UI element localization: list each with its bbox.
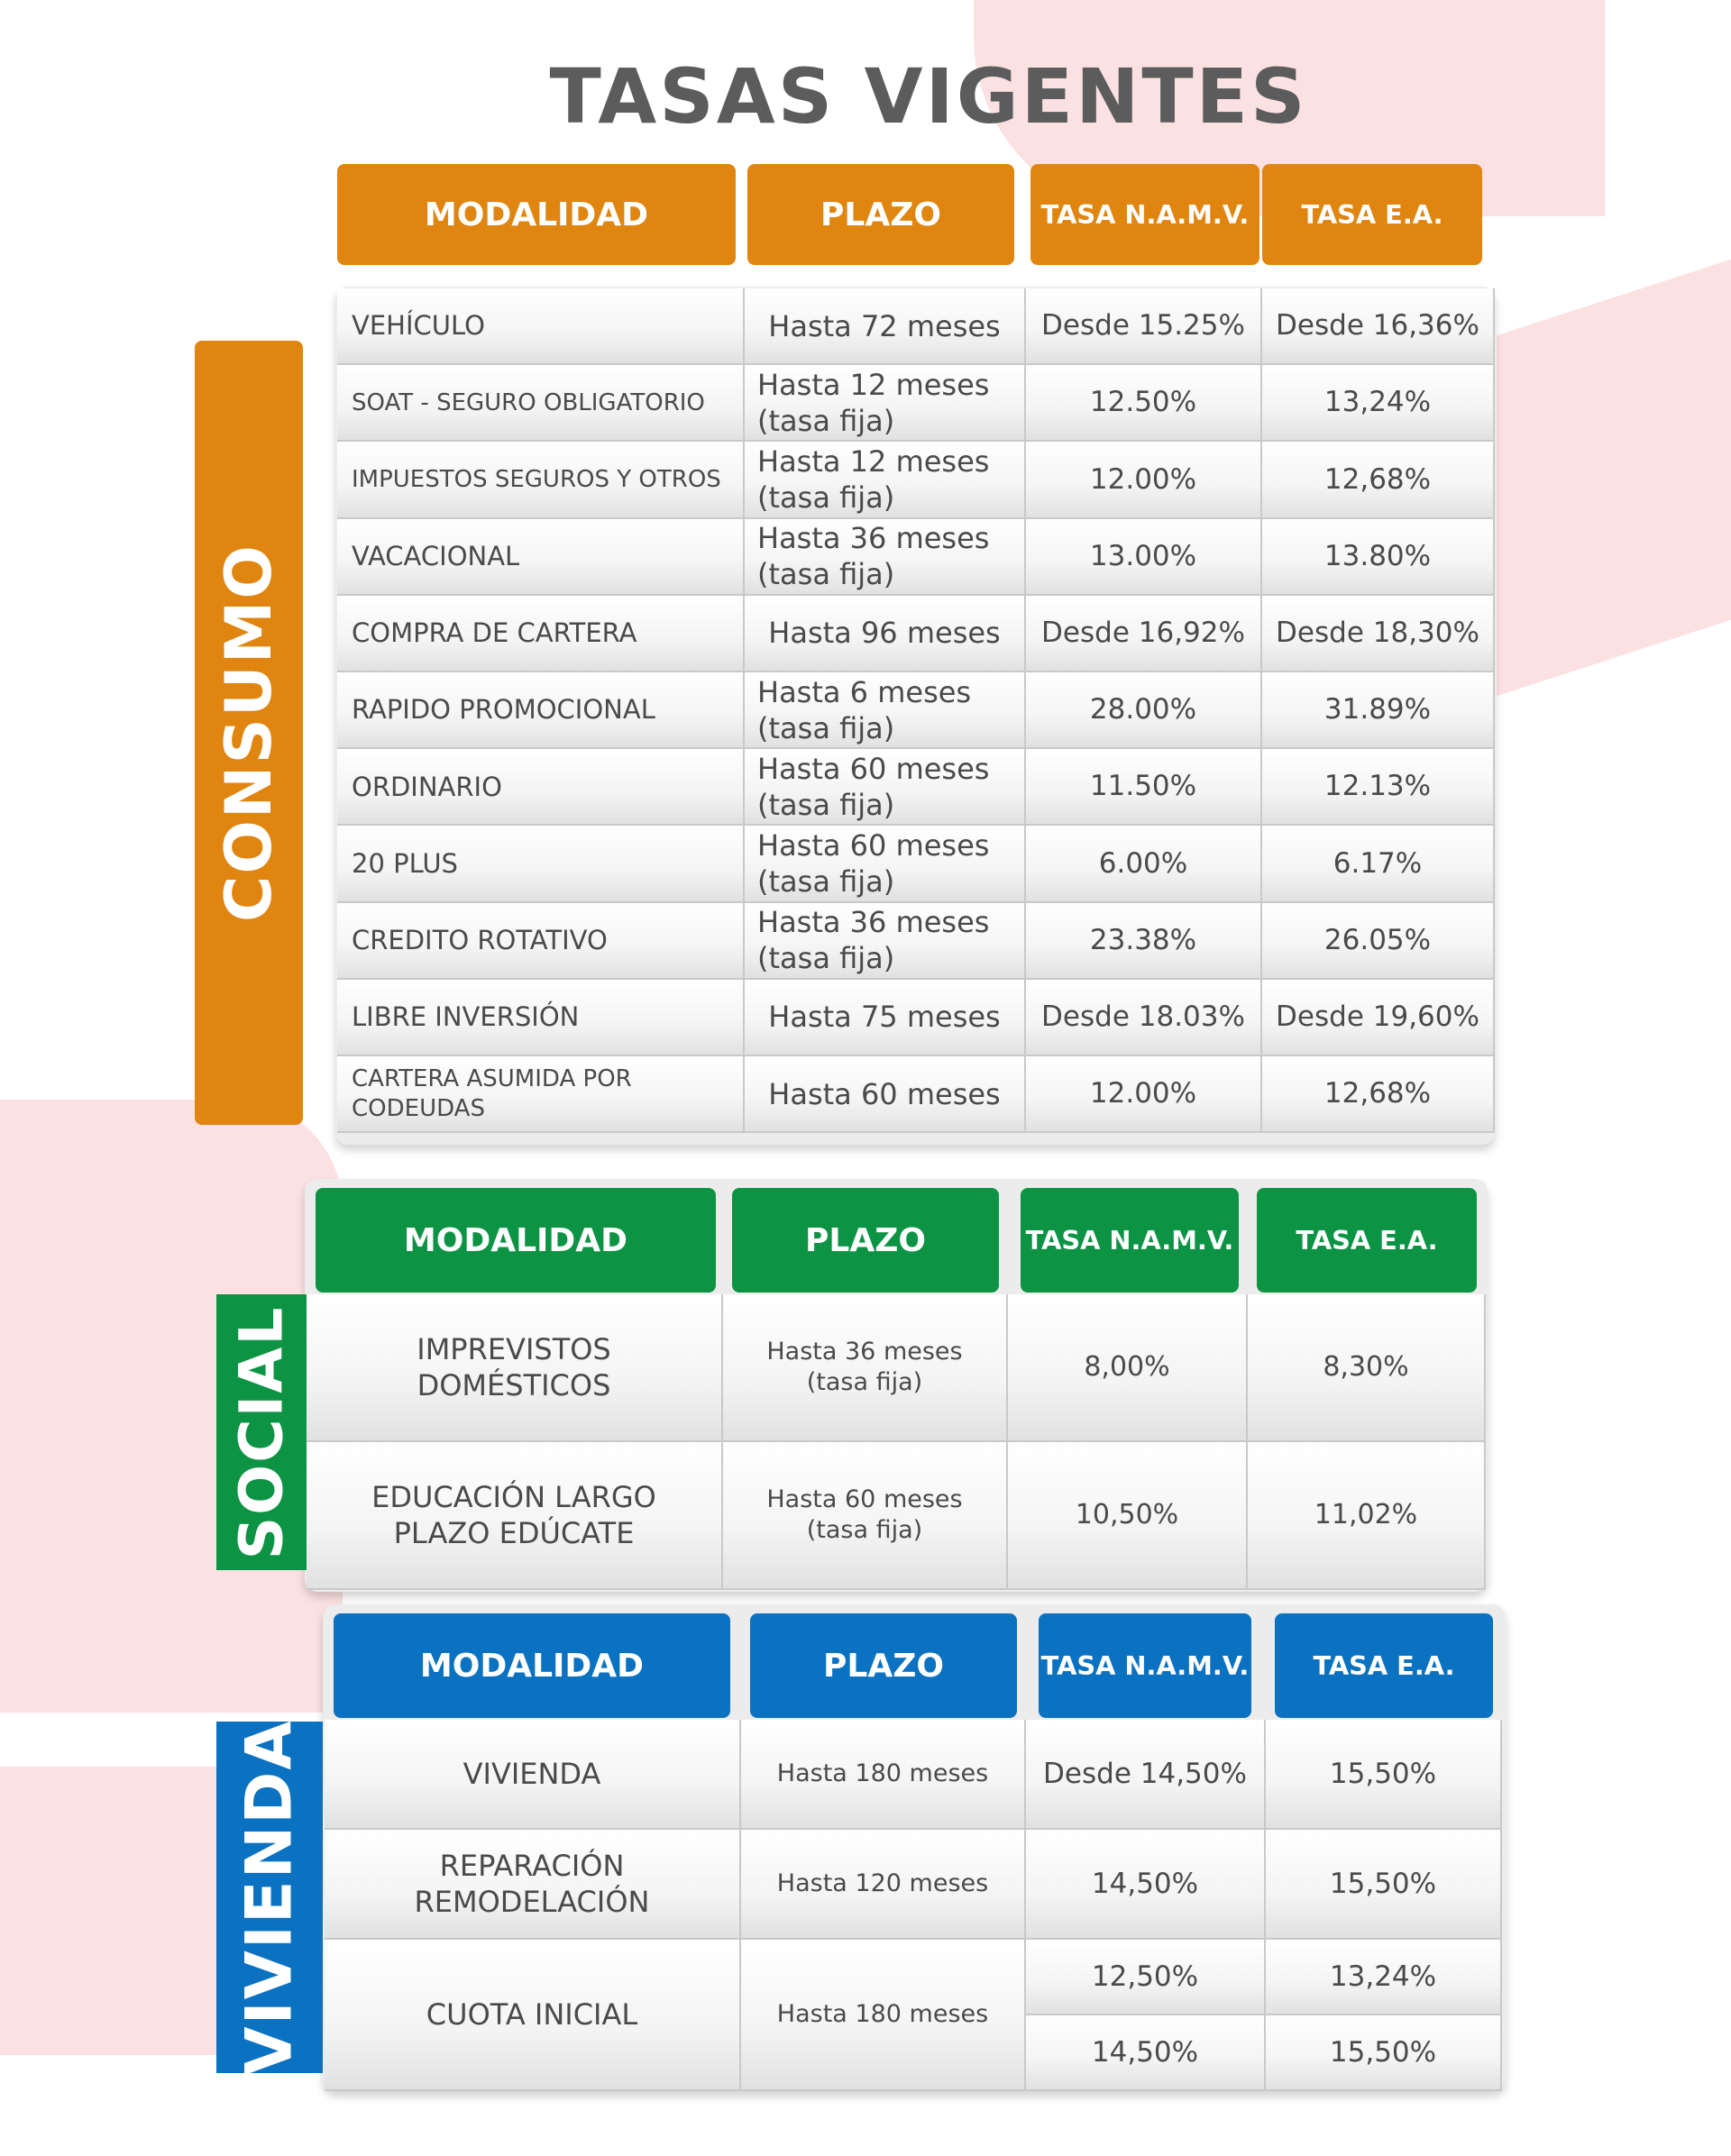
modalidad-cell: LIBRE INVERSIÓN <box>337 980 745 1056</box>
tasa-ea-cell: 13.80% <box>1262 519 1495 596</box>
modalidad-cell: IMPREVISTOS DOMÉSTICOS <box>307 1294 723 1442</box>
modalidad-cell: REPARACIÓN REMODELACIÓN <box>325 1830 741 1940</box>
tasa-ea-cell: 15,50% <box>1266 2015 1502 2091</box>
modalidad-cell: SOAT - SEGURO OBLIGATORIO <box>337 365 745 442</box>
tasa-ea-cell: 15,50% <box>1266 1830 1502 1940</box>
plazo-cell: Hasta 120 meses <box>741 1830 1026 1940</box>
plazo-cell: Hasta 36 meses (tasa fija) <box>723 1294 1008 1442</box>
tasa-namv-cell: 10,50% <box>1008 1442 1248 1590</box>
tasa-ea-cell: 12,68% <box>1262 1056 1495 1133</box>
plazo-cell: Hasta 75 meses <box>745 980 1026 1056</box>
modalidad-cell: ORDINARIO <box>337 749 745 826</box>
side-label-vivienda <box>216 1719 323 2076</box>
tasa-namv-cell: 12.00% <box>1026 1056 1262 1133</box>
modalidad-cell: IMPUESTOS SEGUROS Y OTROS <box>337 442 745 518</box>
tasa-namv-cell: Desde 14,50% <box>1026 1720 1266 1830</box>
tasa-ea-cell: Desde 16,36% <box>1262 288 1495 365</box>
tasa-namv-cell: Desde 15.25% <box>1026 288 1262 365</box>
plazo-cell: Hasta 12 meses (tasa fija) <box>745 442 1026 518</box>
background-shape <box>1497 260 1731 696</box>
tasa-ea-cell: 13,24% <box>1262 365 1495 442</box>
header-namv: TASA N.A.M.V. <box>1030 164 1259 265</box>
plazo-cell: Hasta 60 meses (tasa fija) <box>745 749 1026 826</box>
tasa-ea-cell: 12,68% <box>1262 442 1495 518</box>
tasa-namv-cell: 14,50% <box>1026 1830 1266 1940</box>
modalidad-cell: 20 PLUS <box>337 826 745 902</box>
tasa-ea-cell: 6.17% <box>1262 826 1495 902</box>
header-namv: TASA N.A.M.V. <box>1021 1188 1239 1293</box>
plazo-cell: Hasta 36 meses (tasa fija) <box>745 903 1026 980</box>
header-modalidad: MODALIDAD <box>316 1188 716 1293</box>
modalidad-cell: CUOTA INICIAL <box>325 1940 741 2091</box>
modalidad-cell: VACACIONAL <box>337 519 745 596</box>
plazo-cell: Hasta 60 meses (tasa fija) <box>723 1442 1008 1590</box>
plazo-cell: Hasta 6 meses (tasa fija) <box>745 672 1026 749</box>
tasa-namv-cell: 12,50% <box>1026 1940 1266 2015</box>
tasa-namv-cell: 14,50% <box>1026 2015 1266 2091</box>
tasa-namv-cell: 23.38% <box>1026 903 1262 980</box>
header-ea: TASA E.A. <box>1275 1613 1493 1718</box>
header-ea: TASA E.A. <box>1257 1188 1477 1293</box>
background-shape <box>0 1767 225 2055</box>
side-label-social <box>216 1294 307 1570</box>
header-namv: TASA N.A.M.V. <box>1039 1613 1251 1718</box>
plazo-cell: Hasta 60 meses (tasa fija) <box>745 826 1026 902</box>
modalidad-cell: VIVIENDA <box>325 1720 741 1830</box>
tasa-ea-cell: 12.13% <box>1262 749 1495 826</box>
tasa-namv-cell: 8,00% <box>1008 1294 1248 1442</box>
modalidad-cell: CARTERA ASUMIDA POR CODEUDAS <box>337 1056 745 1133</box>
header-ea: TASA E.A. <box>1262 164 1482 265</box>
tasa-ea-cell: 11,02% <box>1248 1442 1486 1590</box>
plazo-cell: Hasta 72 meses <box>745 288 1026 365</box>
tasa-namv-cell: Desde 18.03% <box>1026 980 1262 1056</box>
tasa-ea-cell: 26.05% <box>1262 903 1495 980</box>
plazo-cell: Hasta 180 meses <box>741 1720 1026 1830</box>
header-plazo: PLAZO <box>750 1613 1017 1718</box>
modalidad-cell: CREDITO ROTATIVO <box>337 903 745 980</box>
plazo-cell: Hasta 96 meses <box>745 596 1026 672</box>
side-label-text: CONSUMO <box>212 544 287 922</box>
tasa-ea-cell: 13,24% <box>1266 1940 1502 2015</box>
tasa-ea-cell: 31.89% <box>1262 672 1495 749</box>
tasa-namv-cell: 13.00% <box>1026 519 1262 596</box>
modalidad-cell: RAPIDO PROMOCIONAL <box>337 672 745 749</box>
modalidad-cell: COMPRA DE CARTERA <box>337 596 745 672</box>
header-modalidad: MODALIDAD <box>337 164 736 265</box>
modalidad-cell: VEHÍCULO <box>337 288 745 365</box>
header-plazo: PLAZO <box>747 164 1014 265</box>
tasa-ea-cell: 15,50% <box>1266 1720 1502 1830</box>
plazo-cell: Hasta 36 meses (tasa fija) <box>745 519 1026 596</box>
tasa-namv-cell: 28.00% <box>1026 672 1262 749</box>
side-label-consumo <box>195 341 303 1125</box>
tasa-namv-cell: 12.50% <box>1026 365 1262 442</box>
header-modalidad: MODALIDAD <box>334 1613 730 1718</box>
tasa-namv-cell: 11.50% <box>1026 749 1262 826</box>
side-label-text: SOCIAL <box>226 1305 297 1559</box>
plazo-cell: Hasta 180 meses <box>741 1940 1026 2091</box>
side-label-text: VIVIENDA <box>233 1719 307 2076</box>
tasa-ea-cell: Desde 18,30% <box>1262 596 1495 672</box>
plazo-cell: Hasta 12 meses (tasa fija) <box>745 365 1026 442</box>
plazo-cell: Hasta 60 meses <box>745 1056 1026 1133</box>
page-title: TASAS VIGENTES <box>549 52 1308 141</box>
tasa-ea-cell: 8,30% <box>1248 1294 1486 1442</box>
tasa-namv-cell: 6.00% <box>1026 826 1262 902</box>
tasa-namv-cell: Desde 16,92% <box>1026 596 1262 672</box>
modalidad-cell: EDUCACIÓN LARGO PLAZO EDÚCATE <box>307 1442 723 1590</box>
tasa-ea-cell: Desde 19,60% <box>1262 980 1495 1056</box>
tasa-namv-cell: 12.00% <box>1026 442 1262 518</box>
header-plazo: PLAZO <box>732 1188 999 1293</box>
